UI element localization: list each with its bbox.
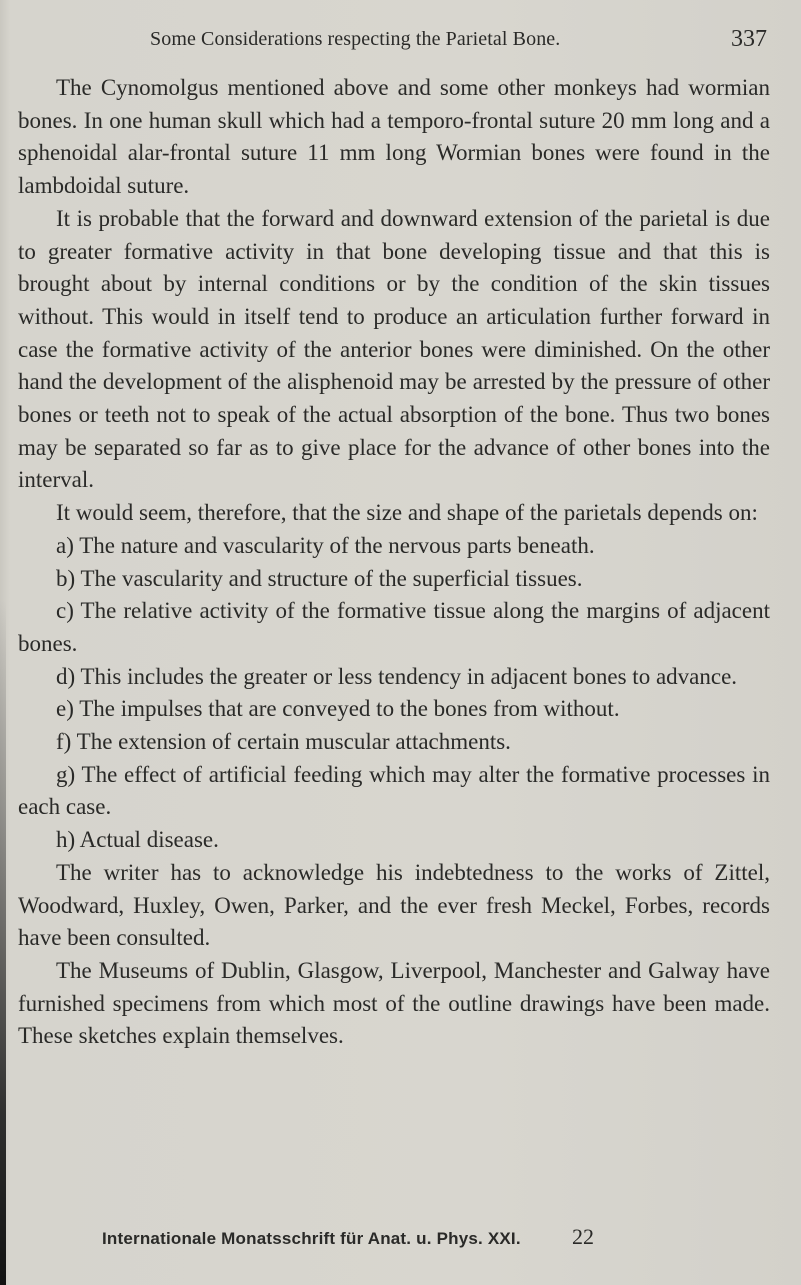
paragraph-size-and-shape: It would seem, therefore, that the size and shape of the parietals depends on: <box>56 500 758 526</box>
list-item-e: e) The impulses that are conveyed to the bones from without. <box>56 696 620 722</box>
body-text <box>18 72 770 1053</box>
list-item-f: f) The extension of certain muscular attachments. <box>56 729 511 755</box>
page-number: 337 <box>731 26 767 52</box>
running-title: Some Considerations respecting the Parietal Bone. <box>150 28 561 50</box>
list-item-g: g) The effect of artificial feeding which may alter the formative processes in each case. <box>18 761 770 820</box>
list-item-b: b) The vascularity and structure of the superficial tissues. <box>56 565 583 591</box>
paragraph-acknowledgement: The writer has to acknowledge his indebtedness to the works of Zittel, Woodward, Huxley, Owen, Parker, and the ever fresh Meckel, Forbes, records have been consulted. <box>18 859 770 951</box>
list-item-d: d) This includes the greater or less tendency in adjacent bones to advance. <box>56 663 738 689</box>
journal-footer: Internationale Monatsschrift für Anat. u. Phys. XXI. <box>102 1229 521 1248</box>
paragraph-wormian-bones: The Cynomolgus mentioned above and some other monkeys had wormian bones. In one human skull which had a temporo-frontal suture 20 mm long and a sphenoidal alar-frontal suture 11 mm long Wormian bones were found in the lambdoidal suture. <box>18 75 770 199</box>
list-item-c: c) The relative activity of the formative tissue along the margins of adjacent bones. <box>18 598 770 656</box>
list-item-a: a) The nature and vascularity of the nervous parts beneath. <box>56 532 595 558</box>
signature-number: 22 <box>572 1224 594 1249</box>
page-binding-edge <box>0 600 6 1285</box>
list-item-h: h) Actual disease. <box>56 827 219 853</box>
paragraph-museums: The Museums of Dublin, Glasgow, Liverpool, Manchester and Galway have furnished specimens from which most of the outline drawings have been made. These sketches explain themselves. <box>18 957 770 1049</box>
paragraph-parietal-extension: It is probable that the forward and downward extension of the parietal is due to greater formative activity in that bone developing tissue and that this is brought about by internal conditions or by the condition of the skin tissues without. This would in itself tend to produce an articulation further forward in case the formative activity of the anterior bones were diminished. On the other hand the development of the alisphenoid may be arrested by the pressure of other bones or teeth not to speak of the actual absorption of the bone. Thus two bones may be separated so far as to give place for the advance of other bones into the interval. <box>18 205 770 493</box>
